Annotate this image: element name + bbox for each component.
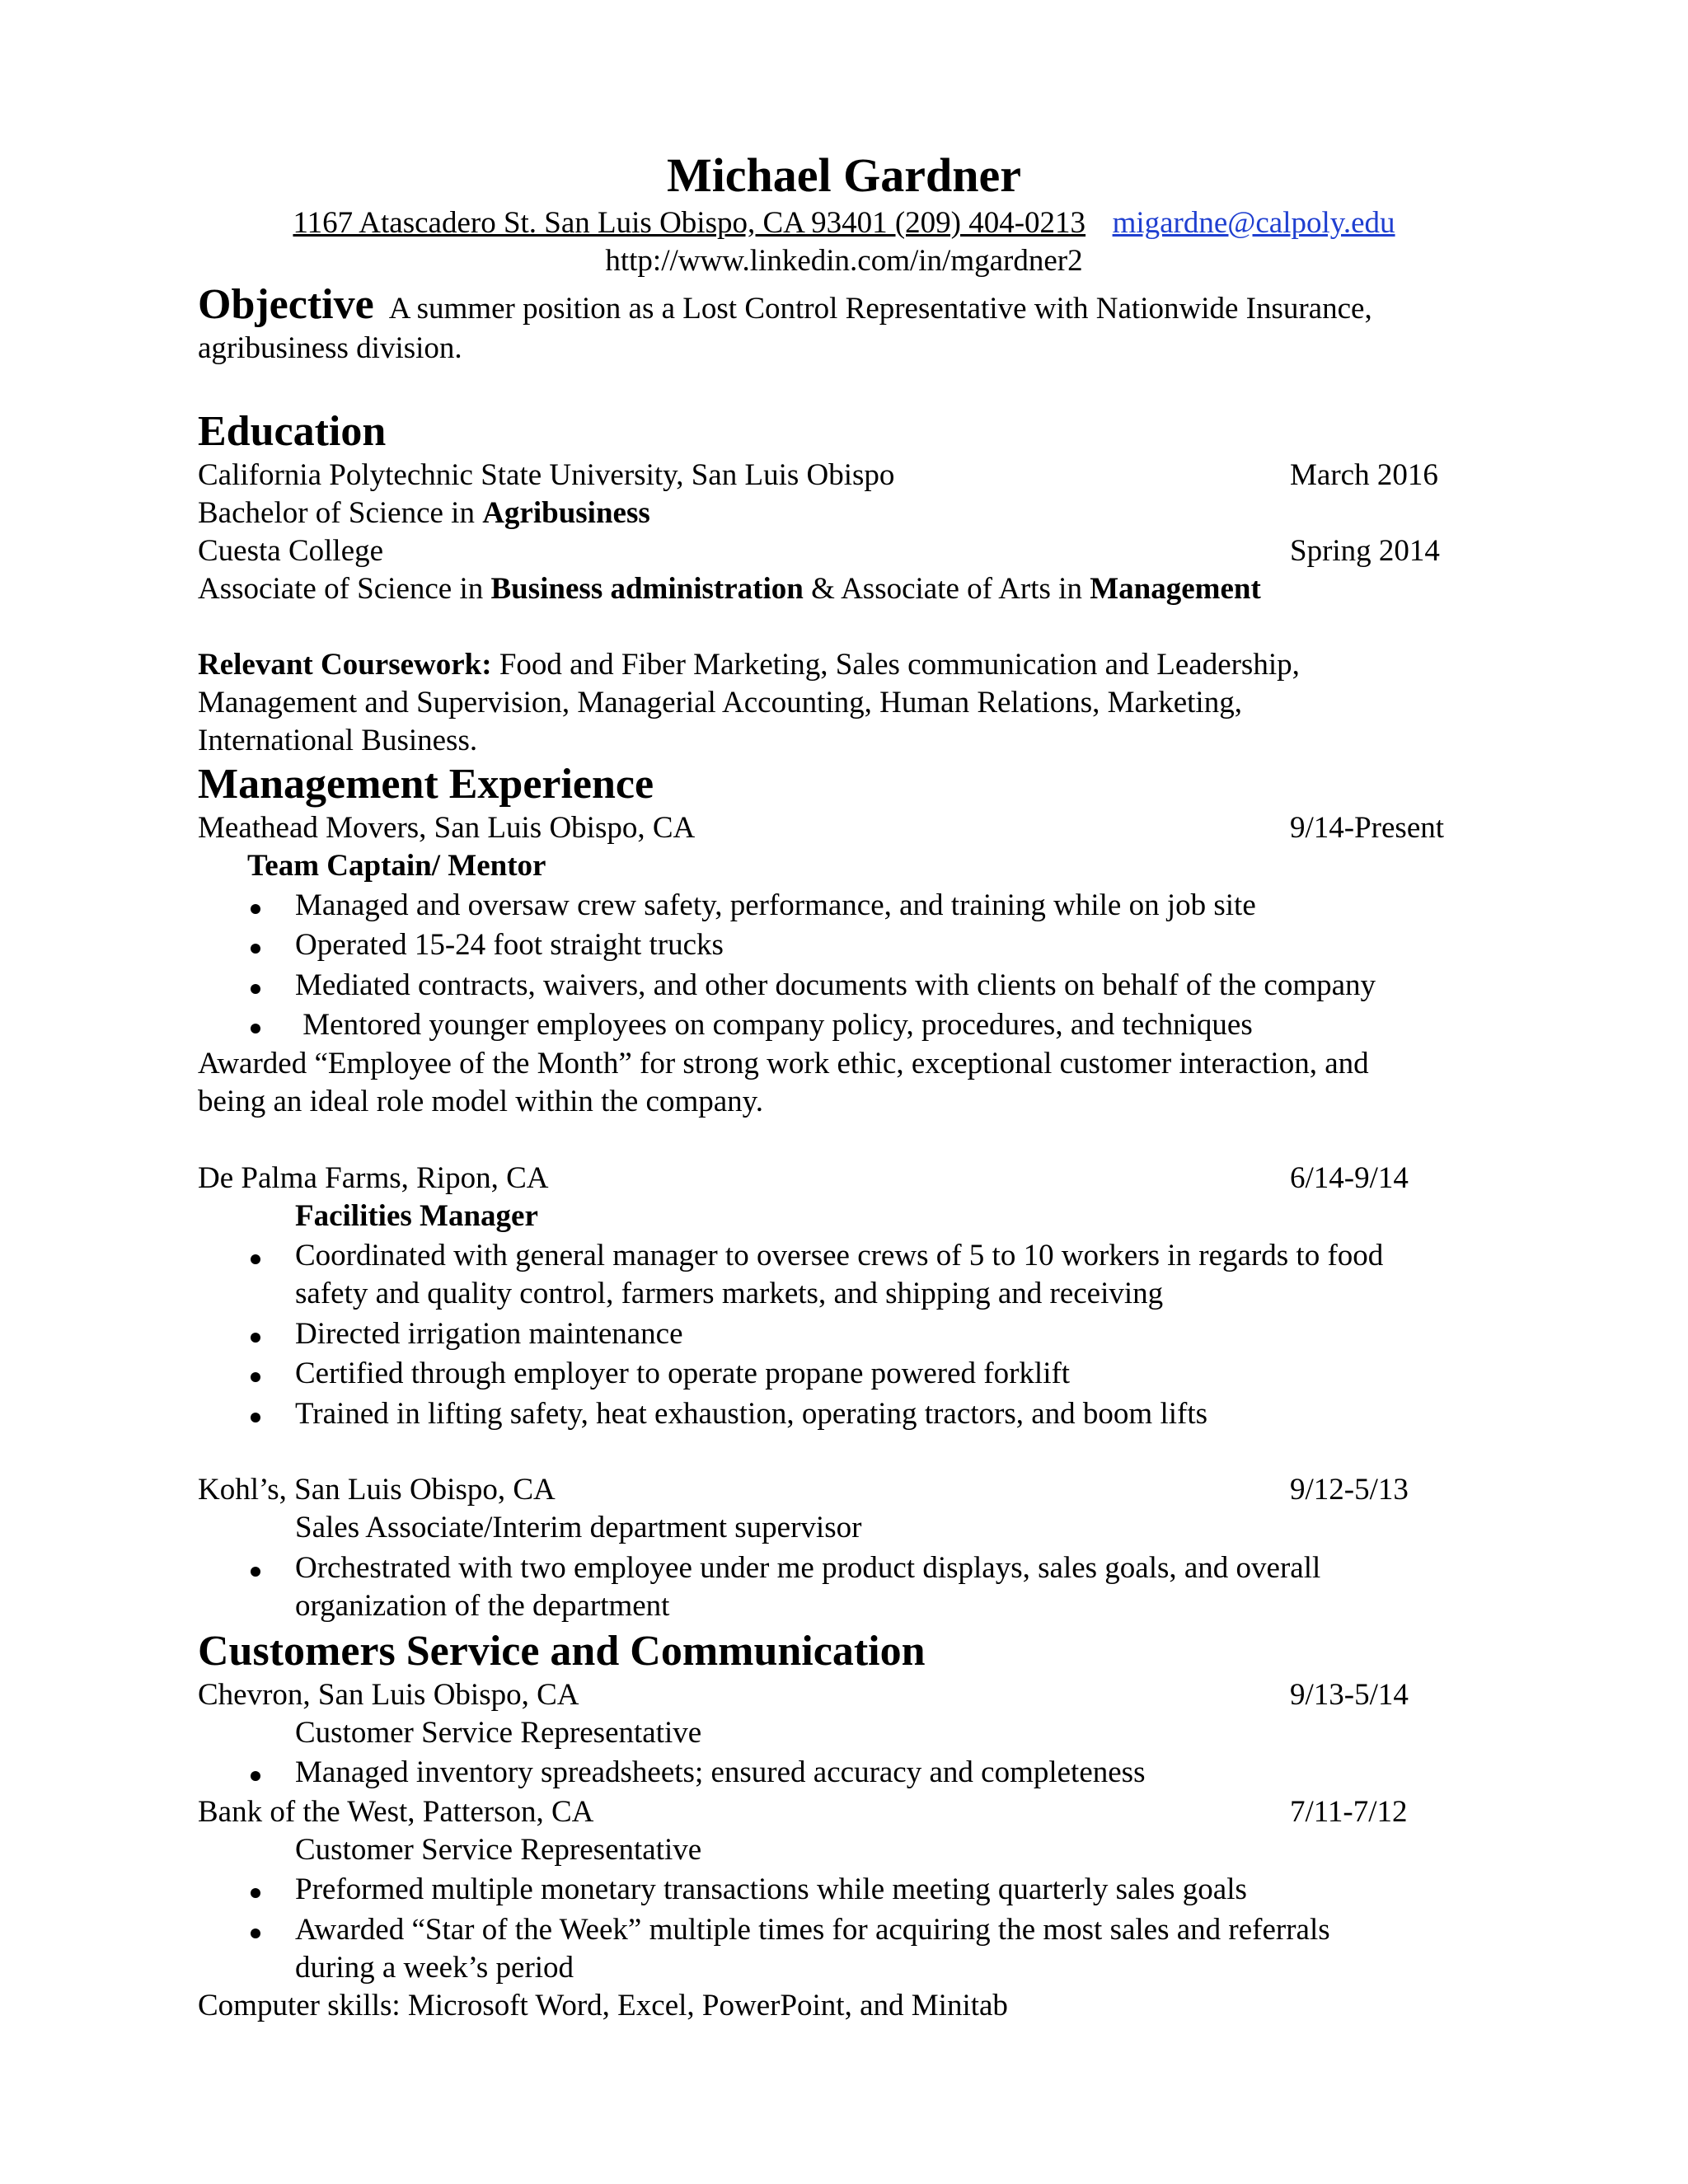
degree-1-major: Agribusiness <box>482 496 650 530</box>
education-date-2: Spring 2014 <box>1290 534 1440 568</box>
coursework-line-1 <box>198 646 1300 684</box>
cs-job-2-employer: Bank of the West, Patterson, CA <box>198 1795 594 1829</box>
education-degree-1 <box>198 494 650 532</box>
job-2-date: 6/14-9/14 <box>1290 1161 1409 1195</box>
bullet-dot <box>251 904 260 914</box>
degree-2-major: Business administration <box>490 572 804 606</box>
bullet-dot <box>251 1888 260 1898</box>
job-1-employer: Meathead Movers, San Luis Obispo, CA <box>198 811 696 845</box>
job-3-employer: Kohl’s, San Luis Obispo, CA <box>198 1473 556 1507</box>
cs-job-1-title: Customer Service Representative <box>295 1716 702 1750</box>
degree-2-mid: & Associate of Arts in <box>803 572 1090 606</box>
bullet-dot <box>251 1771 260 1781</box>
education-degree-2 <box>198 570 1261 608</box>
job-2-bullet-3: Certified through employer to operate propane powered forklift <box>295 1357 1071 1390</box>
bullet-dot <box>251 1333 260 1343</box>
cs-job-2-bullet-2-line-1: Awarded “Star of the Week” multiple times for acquiring the most sales and referrals <box>295 1913 1330 1947</box>
cs-job-1-employer: Chevron, San Luis Obispo, CA <box>198 1678 579 1712</box>
bullet-dot <box>251 1413 260 1422</box>
job-3-date: 9/12-5/13 <box>1290 1473 1409 1507</box>
bullet-dot <box>251 1024 260 1033</box>
coursework-line-3: International Business. <box>198 724 478 757</box>
job-1-bullet-4: Mentored younger employees on company policy, procedures, and techniques <box>295 1008 1253 1042</box>
job-2-title: Facilities Manager <box>295 1199 538 1233</box>
degree-2-prefix: Associate of Science in <box>198 572 491 606</box>
job-2-bullet-2: Directed irrigation maintenance <box>295 1317 683 1351</box>
objective-text-line1: A summer position as a Lost Control Representative with Nationwide Insurance, <box>388 292 1372 326</box>
coursework-text-1: Food and Fiber Marketing, Sales communication and Leadership, <box>491 648 1300 682</box>
job-1-bullet-1: Managed and oversaw crew safety, performance, and training while on job site <box>295 888 1256 922</box>
job-3-bullet-1-line-2: organization of the department <box>295 1589 670 1623</box>
job-2-employer: De Palma Farms, Ripon, CA <box>198 1161 549 1195</box>
education-school-2: Cuesta College <box>198 534 384 568</box>
cs-job-2-bullet-2-line-2: during a week’s period <box>295 1951 574 1985</box>
bullet-dot <box>251 1567 260 1577</box>
objective-text-line2: agribusiness division. <box>198 331 462 365</box>
linkedin-url[interactable]: http://www.linkedin.com/in/mgardner2 <box>605 244 1083 278</box>
coursework-label: Relevant Coursework: <box>198 648 492 682</box>
job-1-title: Team Captain/ Mentor <box>247 849 546 883</box>
job-3-title: Sales Associate/Interim department supervisor <box>295 1511 862 1544</box>
job-3-bullet-1-line-1: Orchestrated with two employee under me product displays, sales goals, and overall <box>295 1551 1321 1585</box>
customer-service-heading: Customers Service and Communication <box>198 1628 926 1675</box>
education-heading: Education <box>198 408 387 455</box>
bullet-dot <box>251 1372 260 1382</box>
job-1-bullet-3: Mediated contracts, waivers, and other documents with clients on behalf of the company <box>295 968 1376 1002</box>
candidate-name: Michael Gardner <box>666 148 1022 202</box>
job-2-bullet-4: Trained in lifting safety, heat exhaustion, operating tractors, and boom lifts <box>295 1397 1208 1431</box>
degree-1-prefix: Bachelor of Science in <box>198 496 483 530</box>
objective-section <box>198 280 1372 330</box>
degree-2-major-2: Management <box>1090 572 1261 606</box>
bullet-dot <box>251 944 260 954</box>
education-school-1: California Polytechnic State University, San Luis Obispo <box>198 458 895 492</box>
job-1-bullet-2: Operated 15-24 foot straight trucks <box>295 928 724 962</box>
bullet-dot <box>251 1929 260 1938</box>
management-heading: Management Experience <box>198 761 654 808</box>
job-1-date: 9/14-Present <box>1290 811 1445 845</box>
cs-job-1-bullet-1: Managed inventory spreadsheets; ensured accuracy and completeness <box>295 1755 1146 1789</box>
coursework-line-2: Management and Supervision, Managerial Accounting, Human Relations, Marketing, <box>198 686 1242 719</box>
job-2-bullet-1-line-2: safety and quality control, farmers markets, and shipping and receiving <box>295 1277 1164 1310</box>
bullet-dot <box>251 1254 260 1264</box>
address-phone: 1167 Atascadero St. San Luis Obispo, CA 93401 (209) 404-0213 <box>293 206 1086 240</box>
objective-heading: Objective <box>198 281 374 328</box>
cs-job-1-date: 9/13-5/14 <box>1290 1678 1409 1712</box>
cs-job-2-date: 7/11-7/12 <box>1290 1795 1408 1829</box>
job-2-bullet-1-line-1: Coordinated with general manager to oversee crews of 5 to 10 workers in regards to food <box>295 1239 1384 1272</box>
education-date-1: March 2016 <box>1290 458 1438 492</box>
job-1-award-line-2: being an ideal role model within the company. <box>198 1085 764 1118</box>
cs-job-2-bullet-1: Preformed multiple monetary transactions while meeting quarterly sales goals <box>295 1872 1247 1906</box>
contact-line <box>0 204 1688 242</box>
computer-skills: Computer skills: Microsoft Word, Excel, PowerPoint, and Minitab <box>198 1989 1008 2022</box>
cs-job-2-title: Customer Service Representative <box>295 1833 702 1867</box>
bullet-dot <box>251 984 260 994</box>
email-link[interactable]: migardne@calpoly.edu <box>1112 206 1395 240</box>
job-1-award-line-1: Awarded “Employee of the Month” for strong work ethic, exceptional customer interaction, and <box>198 1047 1369 1080</box>
